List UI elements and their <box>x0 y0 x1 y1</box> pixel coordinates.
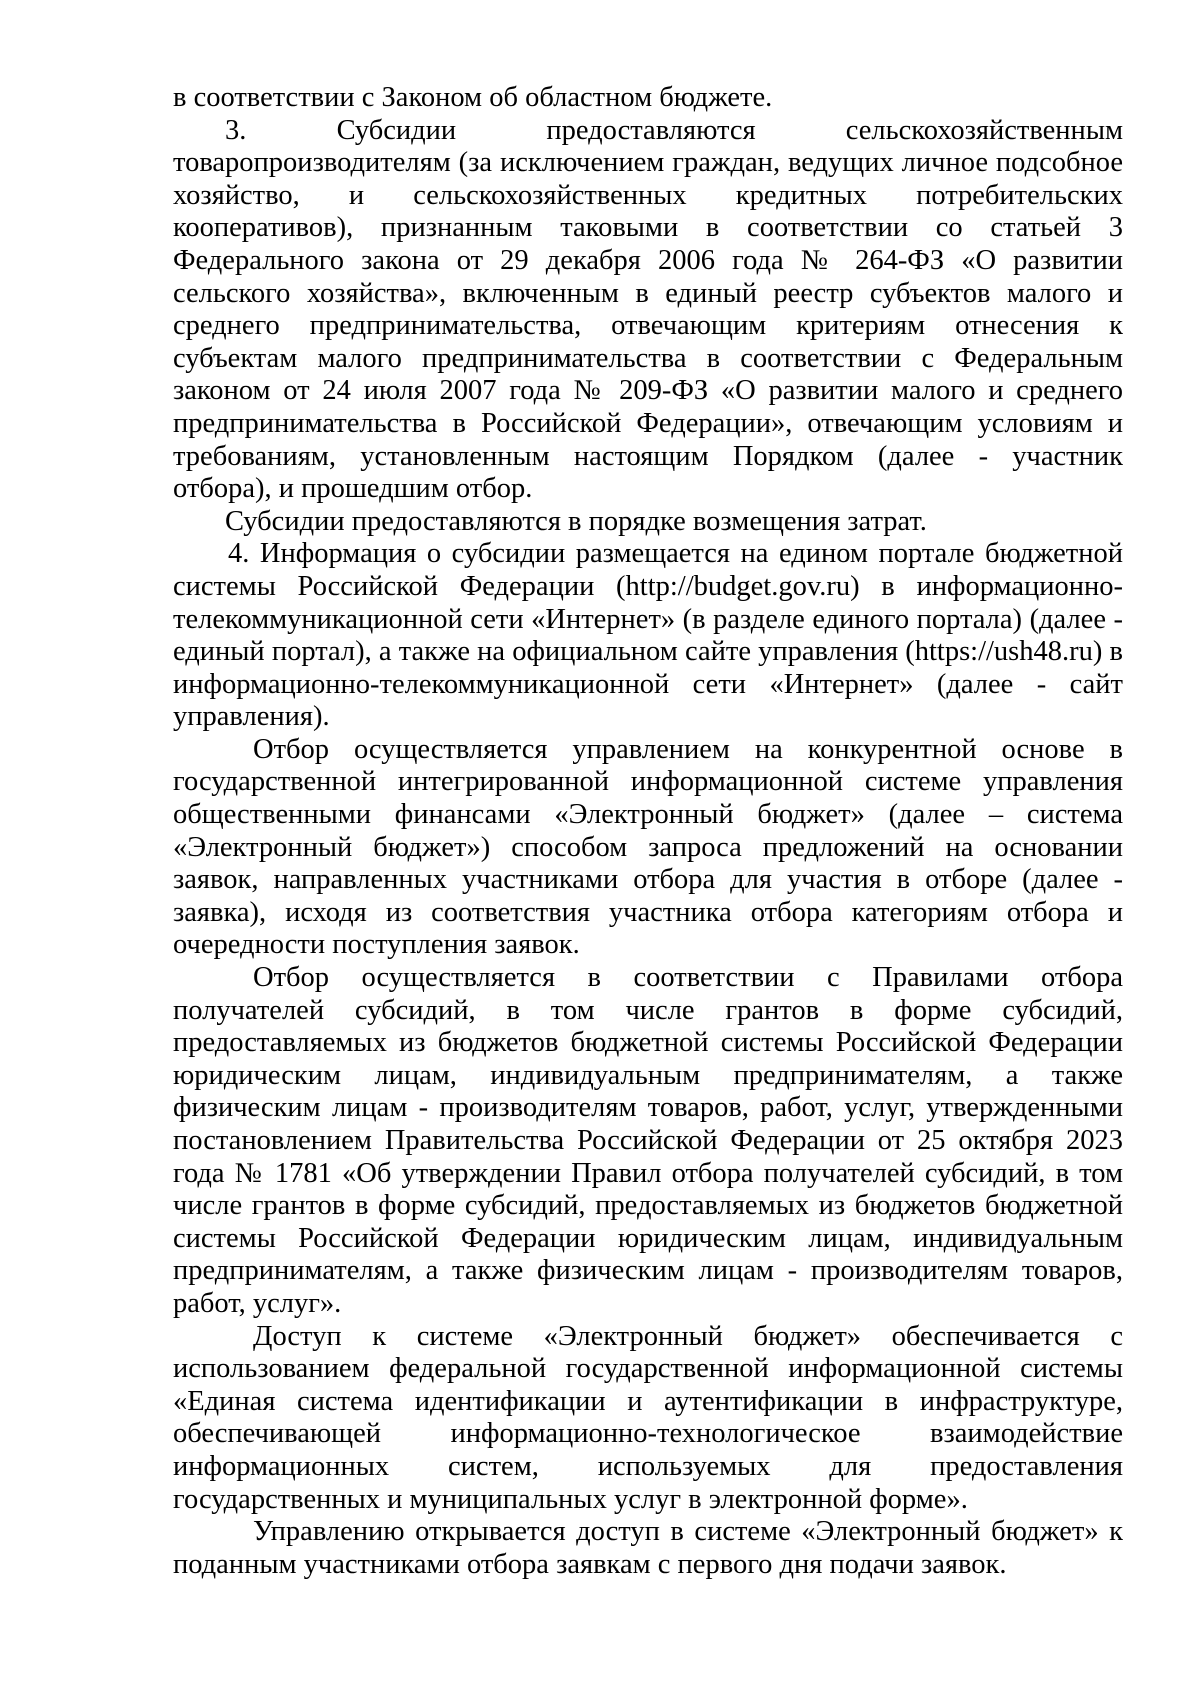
paragraph-item-3: 3. Субсидии предоставляются сельскохозяйственным товаропроизводителям (за исключением граждан, ведущих личное подсобное хозяйство, и сельскохозяйственных кредитных потребительских кооперативов), признанным таковыми в соответствии со статьей 3 Федерального закона от 29 декабря 2006 года № 264-ФЗ «О развитии сельского хозяйства», включенным в единый реестр субъектов малого и среднего предпринимательства, отвечающим критериям отнесения к субъектам малого предпринимательства в соответствии с Федеральным законом от 24 июля 2007 года № 209-ФЗ «О развитии малого и среднего предпринимательства в Российской Федерации», отвечающим условиям и требованиям, установленным настоящим Порядком (далее - участник отбора), и прошедшим отбор. <box>173 114 1123 505</box>
paragraph-cost-reimbursement: Субсидии предоставляются в порядке возмещения затрат. <box>225 505 927 537</box>
paragraph-continuation: в соответствии с Законом об областном бюджете. <box>173 82 773 113</box>
paragraph-administration-access: Управлению открывается доступ в системе «Электронный бюджет» к поданным участниками отбора заявкам с первого дня подачи заявок. <box>173 1516 1123 1580</box>
paragraph-selection-procedure: Отбор осуществляется управлением на конкурентной основе в государственной интегрированной информационной системе управления общественными финансами «Электронный бюджет» (далее – система «Электронный бюджет») способом запроса предложений на основании заявок, направленных участниками отбора для участия в отборе (далее - заявка), исходя из соответствия участника отбора категориям отбора и очередности поступления заявок. <box>173 733 1123 961</box>
paragraph-selection-rules: Отбор осуществляется в соответствии с Правилами отбора получателей субсидий, в том числе грантов в форме субсидий, предоставляемых из бюджетов бюджетной системы Российской Федерации юридическим лицам, индивидуальным предпринимателям, а также физическим лицам - производителям товаров, работ, услуг, утвержденными постановлением Правительства Российской Федерации от 25 октября 2023 года № 1781 «Об утверждении Правил отбора получателей субсидий, в том числе грантов в форме субсидий, предоставляемых из бюджетов бюджетной системы Российской Федерации юридическим лицам, индивидуальным предпринимателям, а также физическим лицам - производителям товаров, работ, услуг». <box>173 962 1123 1319</box>
paragraph-system-access: Доступ к системе «Электронный бюджет» обеспечивается с использованием федеральной государственной информационной системы «Единая система идентификации и аутентификации в инфраструктуре, обеспечивающей информационно-технологическое взаимодействие информационных систем, используемых для предоставления государственных и муниципальных услуг в электронной форме». <box>173 1320 1123 1515</box>
paragraph-item-4: 4. Информация о субсидии размещается на едином портале бюджетной системы Российской Федерации (http://budget.gov.ru) в информационно-телекоммуникационной сети «Интернет» (в разделе единого портала) (далее - единый портал), а также на официальном сайте управления (https://ush48.ru) в информационно-телекоммуникационной сети «Интернет» (далее - сайт управления). <box>173 538 1123 733</box>
document-page <box>173 82 1123 1581</box>
